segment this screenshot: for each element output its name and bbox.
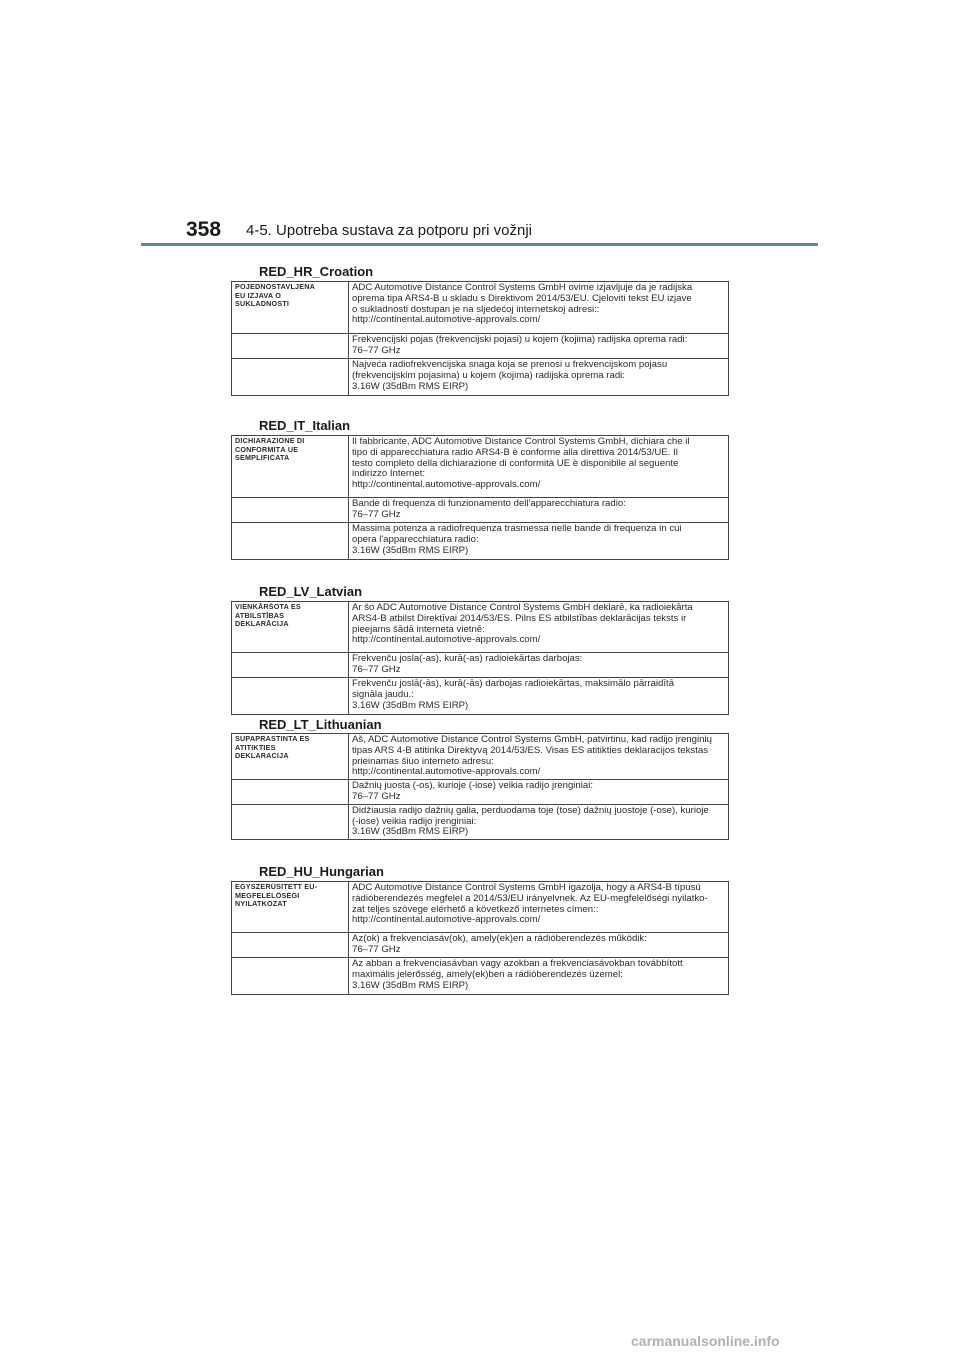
frequency-band-text: Frekvencijski pojas (frekvencijski pojasi) u kojem (kojima) radijska oprema radi: 76–77 GHz <box>349 334 729 359</box>
max-power-text: Najveća radiofrekvencijska snaga koja se prenosi u frekvencijskom pojasu (frekvencijskim pojasima) u kojem (kojima) radijska oprema radi: 3.16W (35dBm RMS EIRP) <box>349 359 729 396</box>
declaration-table-hr <box>231 281 729 396</box>
chapter-title: 4-5. Upotreba sustava za potporu pri vožnji <box>246 222 532 239</box>
max-power-text: Az abban a frekvenciasávban vagy azokban a frekvenciasávokban továbbított maximális jelerősség, amely(ek)ben a rádióberendezés üzemel: 3.16W (35dBm RMS EIRP) <box>349 958 729 995</box>
empty-cell <box>232 653 349 678</box>
empty-cell <box>232 498 349 523</box>
declaration-label: DICHIARAZIONE DI CONFORMITÀ UE SEMPLIFICATA <box>232 436 349 498</box>
declaration-table-hu <box>231 881 729 995</box>
frequency-band-text: Az(ok) a frekvenciasáv(ok), amely(ek)en a rádióberendezés működik: 76–77 GHz <box>349 933 729 958</box>
header-rule <box>141 243 818 246</box>
frequency-band-text: Frekvenču josla(-as), kurā(-as) radioiekārtas darbojas: 76–77 GHz <box>349 653 729 678</box>
empty-cell <box>232 523 349 560</box>
declaration-table-lv <box>231 601 729 715</box>
max-power-text: Massima potenza a radiofrequenza trasmessa nelle bande di frequenza in cui opera l'apparecchiatura radio: 3.16W (35dBm RMS EIRP) <box>349 523 729 560</box>
declaration-text: Ar šo ADC Automotive Distance Control Systems GmbH deklarē, ka radioiekārta ARS4-B atbilst Direktīvai 2014/53/ES. Pilns ES atbilstības deklarācijas teksts ir pieejams šādā interneta vietnē: http://continental.automotive-approvals.com/ <box>349 602 729 653</box>
empty-cell <box>232 359 349 396</box>
frequency-band-text: Dažnių juosta (-os), kurioje (-iose) veikia radijo įrenginiai: 76–77 GHz <box>349 780 729 805</box>
empty-cell <box>232 334 349 359</box>
max-power-text: Frekvenču joslā(-ās), kurā(-ās) darbojas radioiekārtas, maksimālo pārraidītā signāla jaudu.: 3.16W (35dBm RMS EIRP) <box>349 678 729 715</box>
watermark-link: carmanualsonline.info <box>631 1333 780 1349</box>
declaration-label: VIENKĀRŠOTA ES ATBILSTĪBAS DEKLARĀCIJA <box>232 602 349 653</box>
declaration-label: SUPAPRASTINTA ES ATITIKTIES DEKLARACIJA <box>232 734 349 780</box>
declaration-label: EGYSZERŰSÍTETT EU- MEGFELELŐSÉGI NYILATKOZAT <box>232 882 349 933</box>
section-title-it: RED_IT_Italian <box>259 418 351 433</box>
empty-cell <box>232 933 349 958</box>
section-title-hr: RED_HR_Croation <box>259 264 374 279</box>
empty-cell <box>232 958 349 995</box>
declaration-text: Aš, ADC Automotive Distance Control Systems GmbH, patvirtinu, kad radijo įrenginių tipas ARS 4-B atitinka Direktyvą 2014/53/ES. Visas ES atitikties deklaracijos tekstas prieinamas šiuo interneto adresu: http://continental.automotive-approvals.com/ <box>349 734 729 780</box>
page-number: 358 <box>186 218 222 241</box>
section-title-hu: RED_HU_Hungarian <box>259 864 384 879</box>
max-power-text: Didžiausia radijo dažnių galia, perduodama toje (tose) dažnių juostoje (-ose), kurioje (-iose) veikia radijo įrenginiai: 3.16W (35dBm RMS EIRP) <box>349 804 729 839</box>
section-title-lt: RED_LT_Lithuanian <box>259 717 382 732</box>
section-title-lv: RED_LV_Latvian <box>259 584 363 599</box>
declaration-table-lt <box>231 733 729 840</box>
declaration-label: POJEDNOSTAVLJENA EU IZJAVA O SUKLADNOSTI <box>232 282 349 334</box>
declaration-text: ADC Automotive Distance Control Systems GmbH ovime izjavljuje da je radijska oprema tipa ARS4-B u skladu s Direktivom 2014/53/EU. Cjeloviti tekst EU izjave o sukladnosti dostupan je na sljedećoj internetskoj adresi:: http://continental.automotive-approvals.com/ <box>349 282 729 334</box>
frequency-band-text: Bande di frequenza di funzionamento dell'apparecchiatura radio: 76–77 GHz <box>349 498 729 523</box>
empty-cell <box>232 780 349 805</box>
declaration-table-it <box>231 435 729 560</box>
declaration-text: ADC Automotive Distance Control Systems GmbH igazolja, hogy a ARS4-B típusú rádióberendezés megfelel a 2014/53/EU irányelvnek. Az EU-megfelelőségi nyilatko- zat teljes szövege elérhető a következő internetes címen:: http://continental.automotive-approvals.com/ <box>349 882 729 933</box>
empty-cell <box>232 804 349 839</box>
declaration-text: Il fabbricante, ADC Automotive Distance Control Systems GmbH, dichiara che il tipo di apparecchiatura radio ARS4-B è conforme alla direttiva 2014/53/UE. Il testo completo della dichiarazione di conformità UE è disponibile al seguente indirizzo Internet: http://continental.automotive-approvals.com/ <box>349 436 729 498</box>
empty-cell <box>232 678 349 715</box>
